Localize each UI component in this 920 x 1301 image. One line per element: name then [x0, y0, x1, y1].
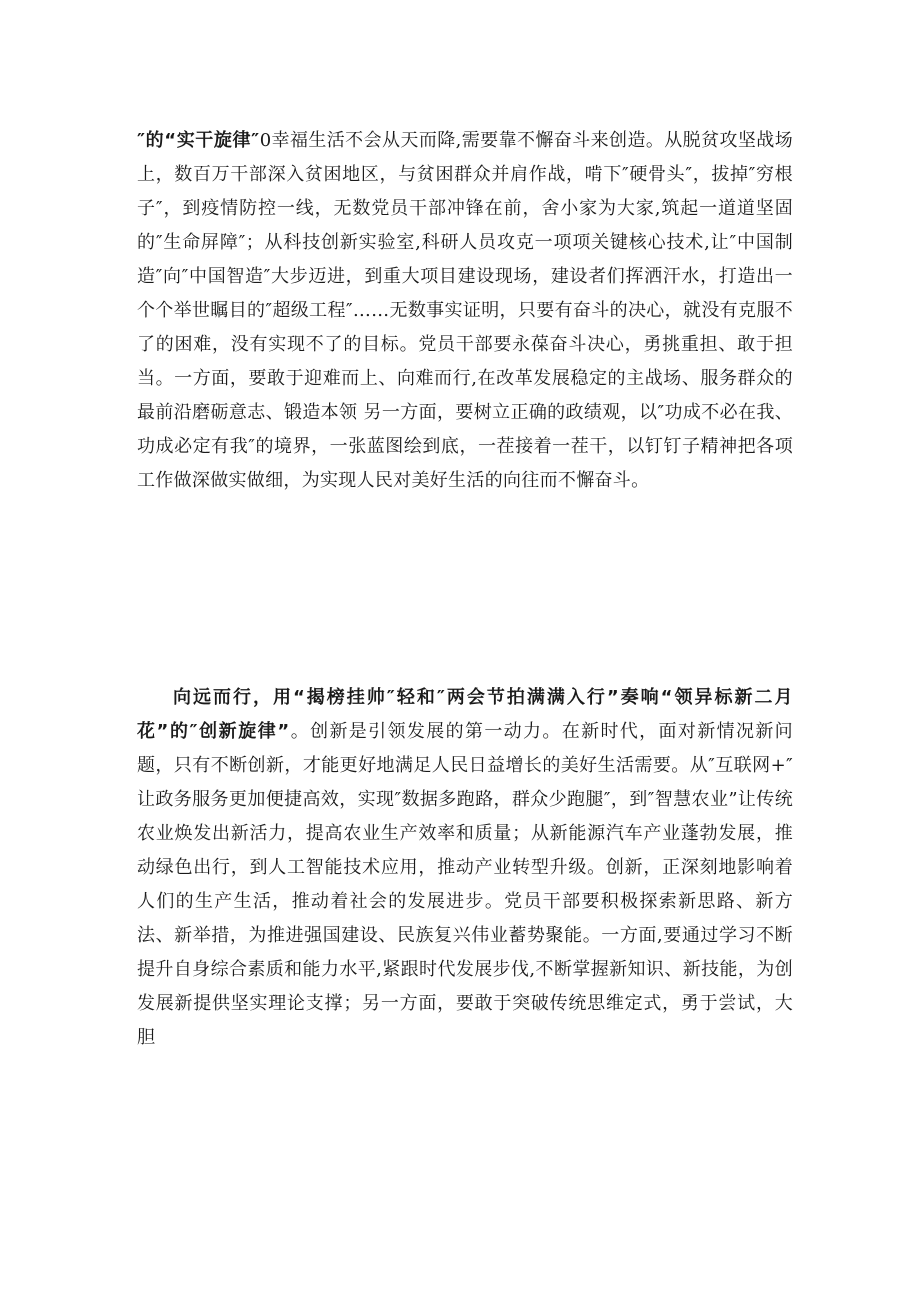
paragraph-2-body: 。创新是引领发展的第一动力。在新时代，面对新情况新问题，只有不断创新，才能更好地满足人民日益增长的美好生活需要。从″互联网+″让政务服务更加便捷高效，实现″数据多跑路，群众少跑腿″，到″智慧农业”让传统农业焕发出新活力，提高农业生产效率和质量；从新能源汽车产业蓬勃发展，推动绿色出行，到人工智能技术应用，推动产业转型升级。创新，正深刻地影响着人们的生产生活，推动着社会的发展进步。党员干部要积极探索新思路、新方法、新举措，为推进强国建设、民族复兴伟业蓄势聚能。一方面,要通过学习不断提升自身综合素质和能力水平,紧跟时代发展步伐,不断掌握新知识、新技能，为创发展新提供坚实理论支撑；另一方面，要敢于突破传统思维定式，勇于尝试，大胆	[137, 721, 793, 1048]
paragraph-1-heading: ″的“实干旋律″	[137, 130, 260, 151]
paragraph-1-body: 0幸福生活不会从天而降,需要靠不懈奋斗来创造。从脱贫攻坚战场上，数百万干部深入贫困地区，与贫困群众并肩作战，啃下″硬骨头″，拔掉″穷根子″，到疫情防控一线，无数党员干部冲锋在前，舍小家为大家,筑起一道道坚固的″生命屏障″；从科技创新实验室,科研人员攻克一项项关键核心技术,让″中国制造″向″中国智造″大步迈进，到重大项目建设现场，建设者们挥洒汗水，打造出一个个举世瞩目的″超级工程″……无数事实证明，只要有奋斗的决心，就没有克服不了的困难，没有实现不了的目标。党员干部要永葆奋斗决心，勇挑重担、敢于担当。一方面，要敢于迎难而上、向难而行,在改革发展稳定的主战场、服务群众的最前沿磨砺意志、锻造本领 另一方面，要树立正确的政绩观，以″功成不必在我、功成必定有我″的境界，一张蓝图绘到底，一茬接着一茬干，以钉钉子精神把各项工作做深做实做细，为实现人民对美好生活的向往而不懈奋斗。	[137, 130, 794, 491]
paragraph-1	[137, 124, 793, 498]
paragraph-2-heading: 向远而行，用“揭榜挂帅″轻和″两会节拍满满入行”奏响“领异标新二月花”的″创新旋律”	[137, 687, 793, 742]
paragraph-2	[137, 681, 793, 1055]
